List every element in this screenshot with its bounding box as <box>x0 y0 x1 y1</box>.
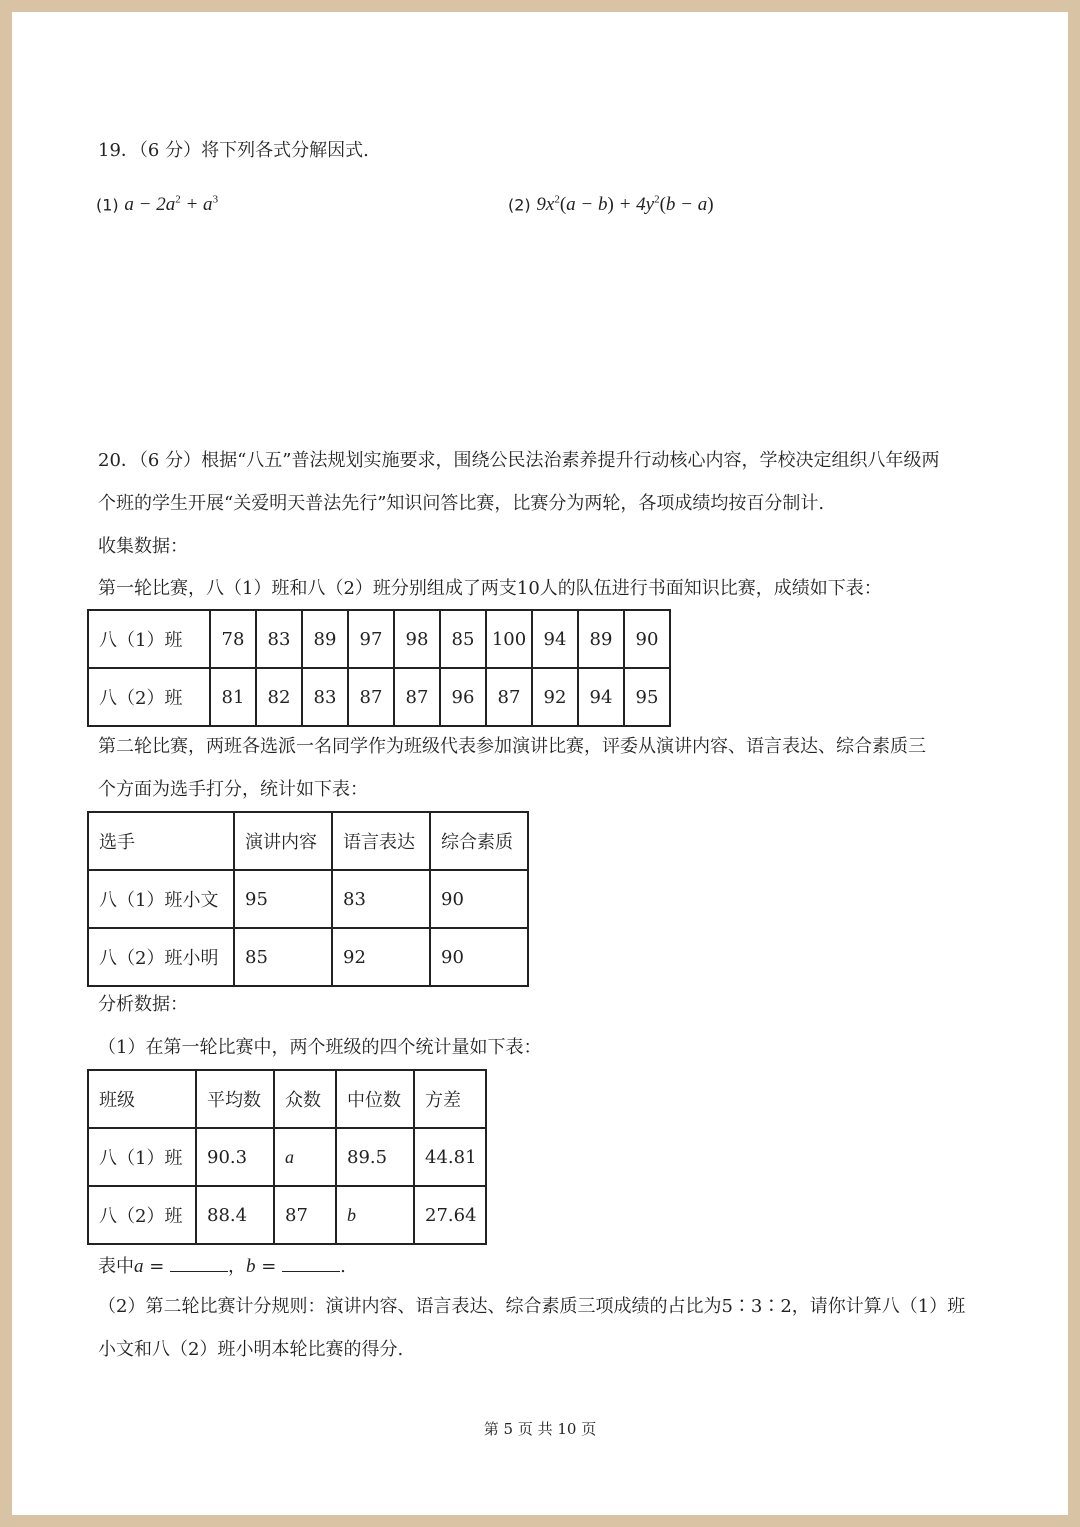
round2-intro-line2: 个方面为选手打分，统计如下表： <box>98 779 368 800</box>
stat-value-cell: 88.4 <box>196 1186 274 1244</box>
fill-var-a: a <box>134 1256 144 1277</box>
sub2-line2: 小文和八（2）班小明本轮比赛的得分. <box>98 1339 404 1360</box>
q19-part1 <box>96 189 218 216</box>
contestant-cell: 八（2）班小明 <box>88 928 234 986</box>
score-cell: 94 <box>578 668 624 726</box>
column-header: 平均数 <box>196 1070 274 1128</box>
score-cell: 83 <box>256 610 302 668</box>
collect-data-label: 收集数据： <box>98 536 188 557</box>
table-row <box>88 1128 486 1186</box>
class-label-cell: 八（1）班 <box>88 1128 196 1186</box>
q19-part2 <box>508 189 714 216</box>
sub1-intro: （1）在第一轮比赛中，两个班级的四个统计量如下表： <box>98 1037 542 1058</box>
score-cell: 90 <box>430 928 528 986</box>
blank-b[interactable] <box>282 1253 340 1272</box>
stat-value-cell: 87 <box>274 1186 336 1244</box>
score-cell: 96 <box>440 668 486 726</box>
score-cell: 94 <box>532 610 578 668</box>
table-row <box>88 668 670 726</box>
score-cell: 87 <box>394 668 440 726</box>
statistics-table <box>87 1069 487 1245</box>
table-row <box>88 870 528 928</box>
fill-eq-a: = <box>143 1256 171 1277</box>
score-cell: 92 <box>332 928 430 986</box>
score-cell: 89 <box>578 610 624 668</box>
fill-var-b: b <box>246 1256 256 1277</box>
class-label-cell: 八（2）班 <box>88 1186 196 1244</box>
q19-part2-expression: $9x^2(a - b) + 4y^2(b - a)$ <box>536 194 714 216</box>
score-cell: 85 <box>234 928 332 986</box>
fill-separator: ， <box>228 1256 247 1277</box>
blank-a[interactable] <box>170 1253 228 1272</box>
column-header: 众数 <box>274 1070 336 1128</box>
column-header: 中位数 <box>336 1070 414 1128</box>
stat-value-cell: 90.3 <box>196 1128 274 1186</box>
unknown-variable-cell: b <box>336 1186 414 1244</box>
page-footer: 第 5 页 共 10 页 <box>483 1420 597 1438</box>
round2-speech-table <box>87 811 529 987</box>
table-row <box>88 1186 486 1244</box>
score-cell: 98 <box>394 610 440 668</box>
score-cell: 100 <box>486 610 532 668</box>
column-header: 方差 <box>414 1070 486 1128</box>
table-row <box>88 610 670 668</box>
score-cell: 92 <box>532 668 578 726</box>
score-cell: 87 <box>348 668 394 726</box>
q19-part2-label: (2) <box>508 195 531 215</box>
table-row <box>88 928 528 986</box>
column-header: 综合素质 <box>430 812 528 870</box>
score-cell: 81 <box>210 668 256 726</box>
column-header: 演讲内容 <box>234 812 332 870</box>
fill-prefix: 表中 <box>98 1256 134 1277</box>
score-cell: 78 <box>210 610 256 668</box>
class-label-cell: 八（2）班 <box>88 668 210 726</box>
fill-end: . <box>340 1256 346 1277</box>
class-label-cell: 八（1）班 <box>88 610 210 668</box>
analyze-data-label: 分析数据： <box>98 994 188 1015</box>
column-header: 班级 <box>88 1070 196 1128</box>
column-header: 语言表达 <box>332 812 430 870</box>
q20-line1: 20．（6 分）根据“八五”普法规划实施要求，围绕公民法治素养提升行动核心内容，学校决定组织八年级两 <box>98 450 940 471</box>
unknown-variable-cell: a <box>274 1128 336 1186</box>
score-cell: 87 <box>486 668 532 726</box>
sub2-line1: （2）第二轮比赛计分规则：演讲内容、语言表达、综合素质三项成绩的占比为5∶3∶2，请你计算八（1）班 <box>98 1296 966 1317</box>
score-cell: 90 <box>430 870 528 928</box>
score-cell: 90 <box>624 610 670 668</box>
q20-line2: 个班的学生开展“关爱明天普法先行”知识问答比赛，比赛分为两轮，各项成绩均按百分制计. <box>98 493 825 514</box>
score-cell: 83 <box>302 668 348 726</box>
stat-value-cell: 89.5 <box>336 1128 414 1186</box>
score-cell: 95 <box>624 668 670 726</box>
score-cell: 83 <box>332 870 430 928</box>
table-header-row <box>88 812 528 870</box>
fill-eq-b: = <box>255 1256 283 1277</box>
round2-intro-line1: 第二轮比赛，两班各选派一名同学作为班级代表参加演讲比赛，评委从演讲内容、语言表达、综合素质三 <box>98 736 926 757</box>
stat-value-cell: 27.64 <box>414 1186 486 1244</box>
q19-heading: 19．（6 分）将下列各式分解因式. <box>98 140 369 161</box>
column-header: 选手 <box>88 812 234 870</box>
contestant-cell: 八（1）班小文 <box>88 870 234 928</box>
score-cell: 82 <box>256 668 302 726</box>
score-cell: 95 <box>234 870 332 928</box>
score-cell: 97 <box>348 610 394 668</box>
score-cell: 89 <box>302 610 348 668</box>
exam-page <box>12 12 1068 1515</box>
q19-part1-label: (1) <box>96 195 119 215</box>
stat-value-cell: 44.81 <box>414 1128 486 1186</box>
round1-score-table <box>87 609 671 727</box>
score-cell: 85 <box>440 610 486 668</box>
table-header-row <box>88 1070 486 1128</box>
round1-intro: 第一轮比赛，八（1）班和八（2）班分别组成了两支10人的队伍进行书面知识比赛，成绩如下表： <box>98 578 882 599</box>
q19-part1-expression: $a - 2a^2 + a^3$ <box>124 194 219 216</box>
fill-in-line <box>98 1253 346 1278</box>
